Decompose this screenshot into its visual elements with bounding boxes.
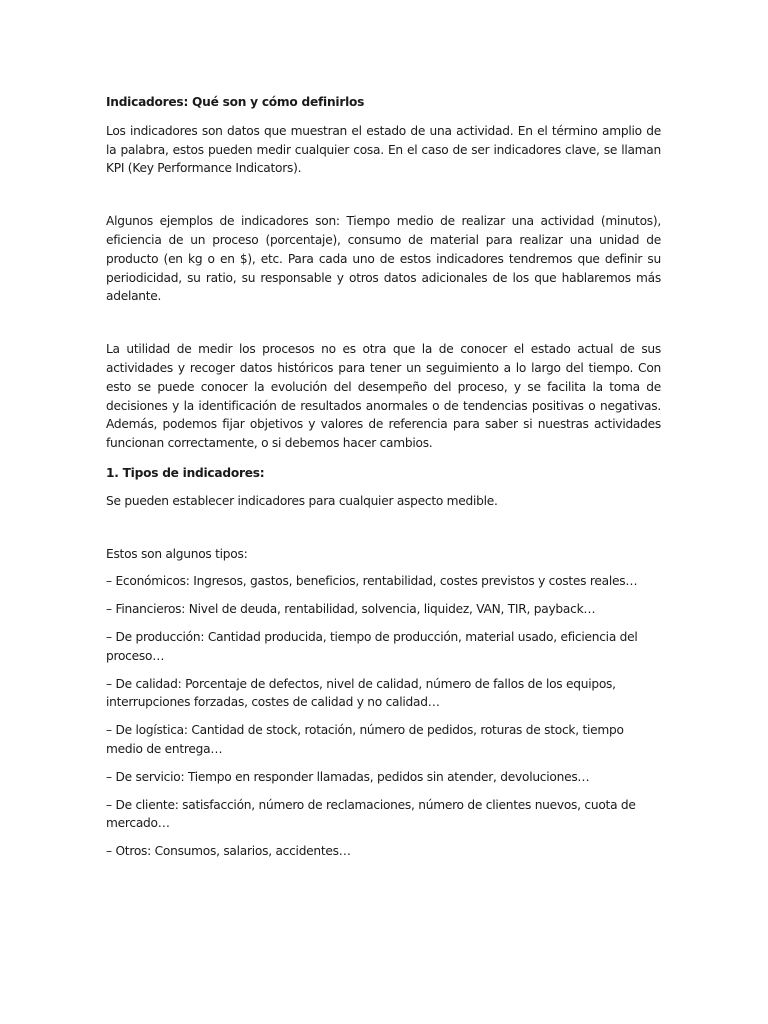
list-item-text: Porcentaje de defectos, nivel de calidad, número de fallos de los equipos, interrupciones forzadas, costes de calidad y no calidad…: [106, 676, 616, 710]
document-body: [106, 93, 661, 861]
list-item-text: Cantidad producida, tiempo de producción, material usado, eficiencia del proceso…: [106, 629, 638, 663]
list-item-produccion: [106, 628, 661, 666]
list-item-label: – De producción:: [106, 629, 205, 644]
paragraph-utility: La utilidad de medir los procesos no es otra que la de conocer el estado actual de sus actividades y recoger datos históricos para tener un seguimiento a lo largo del tiempo. Con esto se puede conocer la evolución del desempeño del proceso, y se facilita la toma de decisiones y la identificación de resultados anormales o de tendencias positivas o negativas. Además, podemos fijar objetivos y valores de referencia para saber si nuestras actividades funcionan correctamente, o si debemos hacer cambios.: [106, 342, 661, 451]
list-item-servicio: [106, 768, 661, 787]
paragraph-examples: Algunos ejemplos de indicadores son: Tiempo medio de realizar una actividad (minutos), eficiencia de un proceso (porcentaje), consumo de material para realizar una unidad de producto (en kg o en $), etc. Para cada uno de estos indicadores tendremos que definir su periodicidad, su ratio, su responsable y otros datos adicionales de los que hablaremos más adelante.: [106, 214, 661, 304]
list-item-cliente: [106, 796, 661, 834]
list-item-text: Consumos, salarios, accidentes…: [151, 844, 351, 859]
list-item-text: Nivel de deuda, rentabilidad, solvencia, liquidez, VAN, TIR, payback…: [185, 602, 596, 617]
list-item-calidad: [106, 675, 661, 713]
list-item-text: Ingresos, gastos, beneficios, rentabilidad, costes previstos y costes reales…: [189, 574, 638, 589]
list-intro: Estos son algunos tipos:: [106, 546, 248, 561]
list-item-otros: [106, 842, 661, 861]
list-item-label: – Financieros:: [106, 602, 186, 617]
document-title: Indicadores: Qué son y cómo definirlos: [106, 95, 365, 109]
list-item-label: – De cliente:: [106, 797, 179, 812]
list-item-label: – De logística:: [106, 723, 188, 738]
list-item-label: – De servicio:: [106, 769, 185, 784]
list-item-text: satisfacción, número de reclamaciones, número de clientes nuevos, cuota de mercado…: [106, 797, 636, 831]
list-item-label: – De calidad:: [106, 676, 182, 691]
list-item-text: Cantidad de stock, rotación, número de pedidos, roturas de stock, tiempo medio de entrega…: [106, 723, 624, 756]
paragraph-intro: Los indicadores son datos que muestran el estado de una actividad. En el término amplio de la palabra, estos pueden medir cualquier cosa. En el caso de ser indicadores clave, se llaman KPI (Key Performance Indicators).: [106, 123, 661, 176]
list-item-financieros: [106, 600, 661, 619]
list-item-economicos: [106, 572, 661, 591]
list-item-logistica: [106, 721, 661, 759]
list-item-text: Tiempo en responder llamadas, pedidos sin atender, devoluciones…: [184, 769, 590, 784]
list-item-label: – Económicos:: [106, 574, 190, 589]
section-title: 1. Tipos de indicadores:: [106, 465, 265, 480]
section-intro: Se pueden establecer indicadores para cualquier aspecto medible.: [106, 493, 498, 508]
list-item-label: – Otros:: [106, 844, 151, 859]
